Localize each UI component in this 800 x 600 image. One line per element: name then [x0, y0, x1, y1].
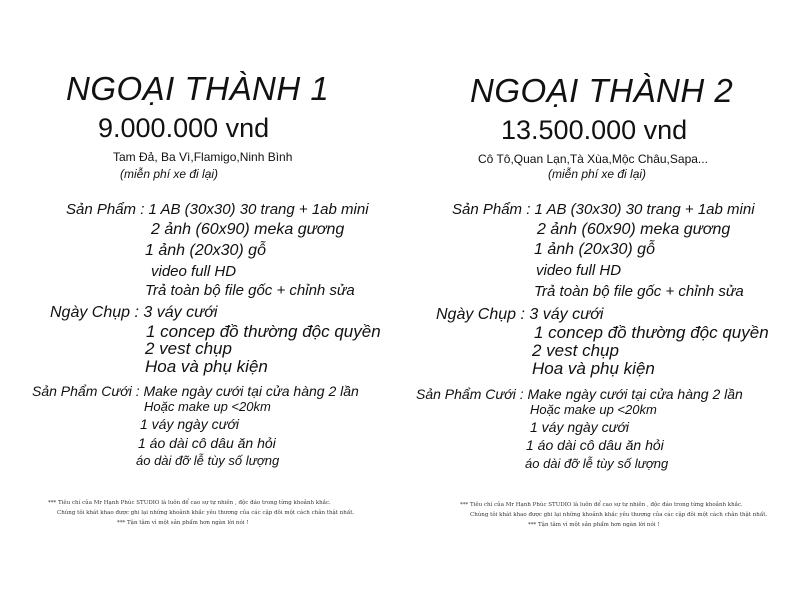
package-locations: Cô Tô,Quan Lạn,Tà Xùa,Mộc Châu,Sapa...	[478, 152, 708, 166]
wedding-label: Sản Phẩm Cưới : Make ngày cưới tại cửa hàng 2 lần	[32, 383, 359, 399]
studio-note: *** Tiêu chí của Mr Hạnh Phúc STUDIO là luôn để cao sự tự nhiên , độc đáo trong từng khoảnh khắc.	[48, 500, 331, 506]
studio-note: Chúng tôi khát khao được ghi lại những khoảnh khắc yêu thương của các cặp đôi một cách chân thật nhất.	[57, 510, 355, 516]
product-item: video full HD	[151, 263, 237, 280]
shoot-item: Hoa và phụ kiện	[145, 357, 268, 376]
studio-note: *** Tận tâm vì một sản phẩm hơn ngàn lời nói !	[528, 522, 660, 528]
travel-note: (miễn phí xe đi lại)	[120, 167, 219, 181]
shoot-item: 1 concep đồ thường độc quyền	[146, 322, 381, 341]
wedding-item: Hoặc make up <20km	[144, 399, 271, 414]
studio-note: *** Tận tâm vì một sản phẩm hơn ngàn lời nói !	[117, 520, 249, 526]
shoot-item: Hoa và phụ kiện	[532, 359, 655, 378]
wedding-label: Sản Phẩm Cưới : Make ngày cưới tại cửa hàng 2 lần	[416, 386, 743, 402]
product-item: Trả toàn bộ file gốc + chỉnh sửa	[534, 283, 744, 300]
wedding-item: áo dài đỡ lễ tùy số lượng	[525, 456, 669, 471]
wedding-item: Hoặc make up <20km	[530, 402, 657, 417]
wedding-item: 1 váy ngày cưới	[140, 416, 240, 432]
studio-note: *** Tiêu chí của Mr Hạnh Phúc STUDIO là luôn để cao sự tự nhiên , độc đáo trong từng khoảnh khắc.	[460, 502, 743, 508]
travel-note: (miễn phí xe đi lại)	[548, 167, 647, 181]
package-price: 13.500.000 vnd	[501, 115, 688, 145]
package-card-2	[400, 0, 800, 600]
product-item: Trả toàn bộ file gốc + chỉnh sửa	[145, 282, 355, 299]
shoot-label: Ngày Chụp : 3 váy cưới	[50, 304, 218, 321]
package-title: NGOẠI THÀNH 2	[470, 72, 734, 109]
product-item: 1 ảnh (20x30) gỗ	[145, 242, 266, 259]
product-item: 2 ảnh (60x90) meka gương	[151, 221, 345, 238]
wedding-item: 1 áo dài cô dâu ăn hỏi	[138, 435, 276, 451]
shoot-label: Ngày Chụp : 3 váy cưới	[436, 306, 604, 323]
products-label: Sản Phẩm : 1 AB (30x30) 30 trang + 1ab mini	[66, 201, 369, 218]
shoot-item: 2 vest chụp	[532, 341, 619, 360]
shoot-item: 1 concep đồ thường độc quyền	[534, 323, 769, 342]
shoot-item: 2 vest chụp	[145, 339, 232, 358]
package-price: 9.000.000 vnd	[98, 113, 270, 143]
product-item: 2 ảnh (60x90) meka gương	[537, 221, 731, 238]
wedding-item: áo dài đỡ lễ tùy số lượng	[136, 453, 280, 468]
package-locations: Tam Đả, Ba Vì,Flamigo,Ninh Bình	[113, 150, 293, 164]
wedding-item: 1 áo dài cô dâu ăn hỏi	[526, 437, 664, 453]
studio-note: Chúng tôi khát khao được ghi lại những khoảnh khắc yêu thương của các cặp đôi một cách chân thật nhất.	[470, 512, 768, 518]
wedding-item: 1 váy ngày cưới	[530, 419, 630, 435]
product-item: video full HD	[536, 262, 622, 279]
products-label: Sản Phẩm : 1 AB (30x30) 30 trang + 1ab mini	[452, 201, 755, 218]
package-title: NGOẠI THÀNH 1	[66, 70, 330, 107]
product-item: 1 ảnh (20x30) gỗ	[534, 241, 655, 258]
